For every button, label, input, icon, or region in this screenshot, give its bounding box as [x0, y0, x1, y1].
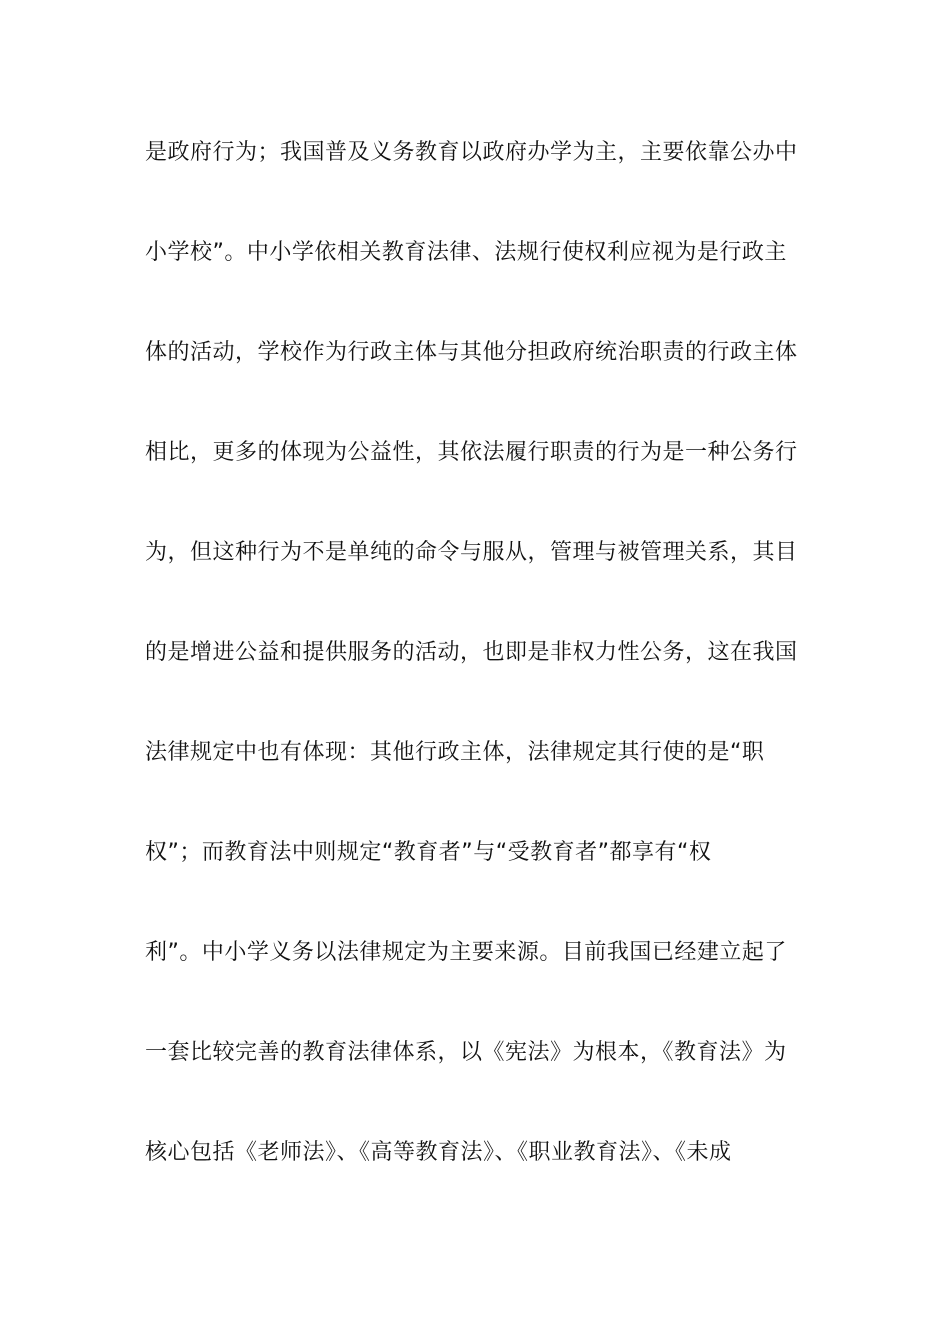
text-line: 一套比较完善的教育法律体系，以《宪法》为根本，《教育法》为	[145, 1040, 787, 1065]
text-line: 体的活动，学校作为行政主体与其他分担政府统治职责的行政主体	[145, 340, 798, 365]
text-line: 的是增进公益和提供服务的活动，也即是非权力性公务，这在我国	[145, 640, 798, 665]
text-line: 核心包括《老师法》、《高等教育法》、《职业教育法》、《未成	[145, 1140, 732, 1165]
text-line: 法律规定中也有体现：其他行政主体，法律规定其行使的是“职	[145, 740, 765, 765]
text-line: 为，但这种行为不是单纯的命令与服从，管理与被管理关系，其目	[145, 540, 798, 565]
text-line: 利”。中小学义务以法律规定为主要来源。目前我国已经建立起了	[145, 940, 787, 965]
body-text	[145, 130, 815, 1230]
text-line: 相比，更多的体现为公益性，其依法履行职责的行为是一种公务行	[145, 440, 798, 465]
text-line: 权”；而教育法中则规定“教育者”与“受教育者”都享有“权	[145, 840, 712, 865]
text-line: 小学校”。中小学依相关教育法律、法规行使权利应视为是行政主	[145, 240, 787, 265]
text-line: 是政府行为；我国普及义务教育以政府办学为主，主要依靠公办中	[145, 140, 798, 165]
